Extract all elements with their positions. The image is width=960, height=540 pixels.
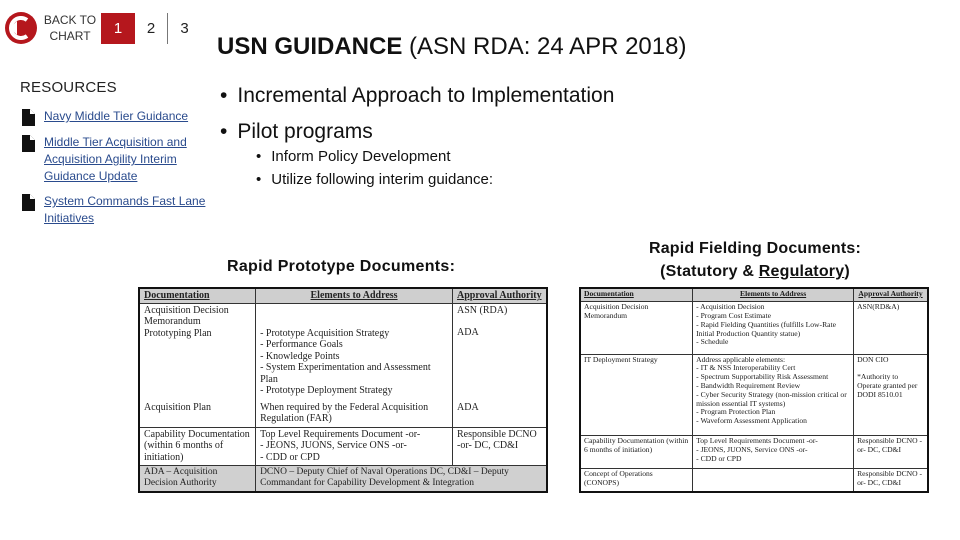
- back-arrow-icon: [4, 11, 38, 45]
- table-cell: [693, 354, 854, 436]
- table-cell-text: Top Level Requirements Document -or-: [696, 436, 818, 446]
- table-cell: [854, 354, 928, 436]
- col-header-elements: Elements to Address: [256, 288, 453, 303]
- page-title-bold: USN GUIDANCE: [217, 33, 403, 60]
- link-syscom-fast-lane[interactable]: System Commands Fast Lane Initiatives: [44, 194, 206, 225]
- tab-1[interactable]: 1: [101, 13, 135, 44]
- table-cell-text: - JEONS, JUONS, Service ONS -or-: [260, 440, 448, 452]
- page-title-date: (ASN RDA: 24 APR 2018): [409, 33, 687, 60]
- table-row: [580, 302, 928, 354]
- sub-bullets: [256, 145, 493, 191]
- table-cell: Capability Documentation (within 6 months of initiation): [139, 427, 256, 466]
- table-cell-text: Address applicable elements:: [696, 354, 786, 364]
- table-cell: [139, 303, 256, 400]
- table-cell-text: Acquisition Decision Memorandum: [144, 304, 229, 328]
- link-mta-interim-guidance[interactable]: Middle Tier Acquisition and Acquisition Agility Interim Guidance Update: [44, 135, 187, 183]
- col-header-documentation: Documentation: [580, 288, 693, 302]
- table-cell-text: - CDD or CPD: [696, 455, 850, 464]
- table-cell: [693, 302, 854, 354]
- rapid-prototype-caption: Rapid Prototype Documents:: [227, 258, 456, 275]
- regulatory-text: Regulatory: [758, 263, 845, 280]
- table-cell: [693, 436, 854, 469]
- table-cell-text: - System Experimentation and Assessment Plan: [260, 362, 448, 385]
- document-icon: [22, 194, 35, 211]
- table-cell-text: DON CIO: [857, 354, 889, 364]
- back-to-chart-label: BACK TO CHART: [43, 13, 97, 43]
- tab-3[interactable]: 3: [180, 20, 189, 37]
- table-cell-text: - Rapid Fielding Quantities (fulfills Low-Rate Initial Production Quantity statue): [696, 321, 850, 339]
- col-header-documentation: Documentation: [139, 288, 256, 303]
- caption-open: (Statutory &: [660, 263, 759, 280]
- main-bullets: [220, 78, 614, 150]
- table-row: [139, 401, 547, 427]
- sub-bullet-item: • Inform Policy Development: [256, 145, 493, 168]
- table-cell: IT Deployment Strategy: [580, 354, 693, 436]
- table-row: [580, 354, 928, 436]
- table-cell-text: - CDD or CPD: [260, 452, 448, 464]
- resources-heading: RESOURCES: [20, 79, 117, 96]
- rapid-fielding-caption-line2: [620, 260, 890, 283]
- table-cell: ADA – Acquisition Decision Authority: [139, 466, 256, 492]
- table-cell-text: Top Level Requirements Document -or-: [260, 428, 421, 440]
- bullet-item: • Incremental Approach to Implementation: [220, 78, 614, 114]
- table-cell: Acquisition Decision Memorandum: [580, 302, 693, 354]
- resources-list: [22, 108, 212, 235]
- table-cell-text: Prototyping Plan: [144, 327, 212, 339]
- col-header-authority: Approval Authority: [854, 288, 928, 302]
- table-cell-text: - Performance Goals: [260, 339, 448, 351]
- table-cell: Responsible DCNO -or- DC, CD&I: [854, 468, 928, 492]
- page-tabs: [101, 13, 201, 44]
- table-cell: DCNO – Deputy Chief of Naval Operations DC, CD&I – Deputy Commandant for Capability Development & Integration: [256, 466, 547, 492]
- rapid-prototype-table: [138, 287, 548, 493]
- table-cell: [256, 303, 453, 400]
- tab-2[interactable]: 2: [135, 13, 168, 44]
- table-cell-text: - Cyber Security Strategy (non-mission critical or mission essential IT systems): [696, 391, 850, 409]
- back-to-chart-button[interactable]: [4, 10, 100, 46]
- table-cell: Responsible DCNO -or- DC, CD&I: [453, 427, 547, 466]
- table-cell: Responsible DCNO -or- DC, CD&I: [854, 436, 928, 469]
- table-cell-text: - Spectrum Supportability Risk Assessment: [696, 373, 850, 382]
- table-cell-text: - JEONS, JUONS, Service ONS -or-: [696, 446, 850, 455]
- table-cell: When required by the Federal Acquisition Regulation (FAR): [256, 401, 453, 427]
- document-icon: [22, 109, 35, 126]
- table-footnote-row: [139, 466, 547, 492]
- table-cell: ASN(RD&A): [854, 302, 928, 354]
- resource-item: [22, 108, 212, 126]
- resource-item: [22, 193, 212, 227]
- table-cell: Concept of Operations (CONOPS): [580, 468, 693, 492]
- table-row: [580, 468, 928, 492]
- table-cell: Acquisition Plan: [139, 401, 256, 427]
- bullet-item: • Pilot programs: [220, 114, 614, 150]
- table-cell: ADA: [453, 401, 547, 427]
- table-row: [139, 303, 547, 400]
- table-cell-text: - Prototype Deployment Strategy: [260, 385, 448, 397]
- table-cell: Capability Documentation (within 6 months of initiation): [580, 436, 693, 469]
- table-cell-text: - Acquisition Decision: [696, 303, 850, 312]
- table-cell-text: - Prototype Acquisition Strategy: [260, 328, 448, 340]
- table-cell: [453, 303, 547, 400]
- resource-item: [22, 134, 212, 185]
- rapid-fielding-table: [579, 287, 929, 493]
- table-cell-text: - Program Cost Estimate: [696, 312, 850, 321]
- table-cell-text: - Waveform Assessment Application: [696, 417, 850, 426]
- rapid-fielding-caption: [620, 237, 890, 283]
- page-title: [217, 33, 686, 61]
- table-row: [139, 427, 547, 466]
- caption-close: ): [844, 263, 850, 280]
- table-cell: [693, 468, 854, 492]
- col-header-authority: Approval Authority: [453, 288, 547, 303]
- link-navy-middle-tier-guidance[interactable]: Navy Middle Tier Guidance: [44, 109, 189, 123]
- document-icon: [22, 135, 35, 152]
- table-cell-text: ASN (RDA): [457, 304, 508, 316]
- table-cell-text: - Program Protection Plan: [696, 408, 850, 417]
- table-cell-text: *Authority to Operate granted per DODI 8510.01: [857, 372, 918, 399]
- table-cell-text: ADA: [457, 327, 479, 339]
- rapid-fielding-caption-line1: Rapid Fielding Documents:: [648, 240, 862, 257]
- table-row: [580, 436, 928, 469]
- table-cell: [256, 427, 453, 466]
- sub-bullet-item: • Utilize following interim guidance:: [256, 168, 493, 191]
- col-header-elements: Elements to Address: [693, 288, 854, 302]
- table-cell-text: - Bandwidth Requirement Review: [696, 382, 850, 391]
- table-cell-text: - IT & NSS Interoperability Cert: [696, 364, 850, 373]
- table-cell-text: - Schedule: [696, 338, 850, 347]
- table-cell-text: - Knowledge Points: [260, 351, 448, 363]
